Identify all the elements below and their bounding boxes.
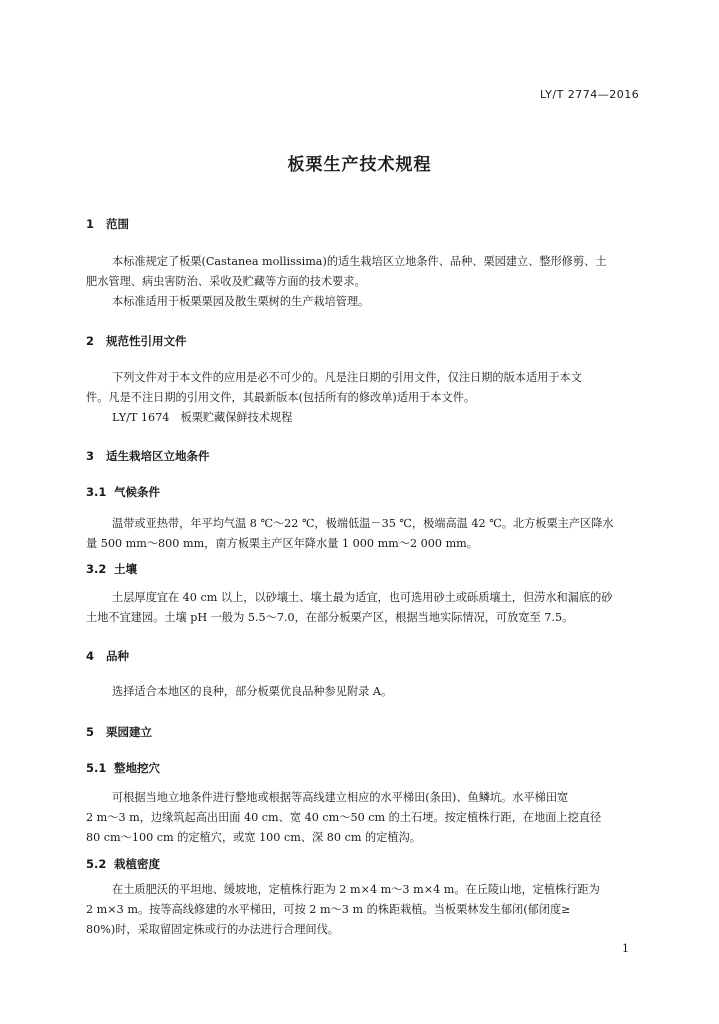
subsection-heading-5-1 xyxy=(86,760,160,776)
standard-number: LY/T 2774—2016 xyxy=(540,88,640,101)
section-title: 规范性引用文件 xyxy=(106,334,187,348)
paragraph-line: 可根据当地立地条件进行整地或根据等高线建立相应的水平梯田(条田)、鱼鳞坑。水平梯田宽 xyxy=(112,791,569,804)
paragraph-line: 2 m×3 m。按等高线修建的水平梯田，可按 2 m～3 m 的株距栽植。当板栗林发生郁闭(郁闭度≥ xyxy=(86,903,571,916)
page-number: 1 xyxy=(622,942,629,955)
section-title: 品种 xyxy=(106,649,129,663)
paragraph-line: 在土质肥沃的平坦地、缓坡地，定植株行距为 2 m×4 m～3 m×4 m。在丘陵山地，定植株行距为 xyxy=(112,883,600,896)
section-number: 1 xyxy=(86,217,95,231)
paragraph-line: 件。凡是不注日期的引用文件，其最新版本(包括所有的修改单)适用于本文件。 xyxy=(86,391,476,404)
section-number: 2 xyxy=(86,334,95,348)
section-title: 栗园建立 xyxy=(106,725,152,739)
section-body-4 xyxy=(86,682,646,702)
section-number: 5 xyxy=(86,725,95,739)
paragraph-line: 本标准适用于板栗栗园及散生栗树的生产栽培管理。 xyxy=(112,295,370,308)
section-body-1 xyxy=(86,252,646,312)
paragraph-line: 本标准规定了板栗(Castanea mollissima)的适生栽培区立地条件、品种、栗园建立、整形修剪、土 xyxy=(112,255,607,268)
subsection-heading-5-2 xyxy=(86,856,160,872)
section-title: 适生栽培区立地条件 xyxy=(106,449,210,463)
section-title: 整地挖穴 xyxy=(114,761,160,775)
paragraph-line: 80%)时，采取留固定株或行的办法进行合理间伐。 xyxy=(86,923,339,936)
section-number: 5.1 xyxy=(86,761,107,775)
paragraph-line: 肥水管理、病虫害防治、采收及贮藏等方面的技术要求。 xyxy=(86,275,366,288)
section-number: 3.1 xyxy=(86,485,107,499)
section-title: 栽植密度 xyxy=(114,857,160,871)
section-title: 范围 xyxy=(106,217,129,231)
section-heading-5 xyxy=(86,724,152,740)
section-body-3-1 xyxy=(86,514,646,554)
paragraph-line: 2 m～3 m，边缘筑起高出田面 40 cm、宽 40 cm～50 cm 的土石埂。按定植株行距，在地面上挖直径 xyxy=(86,811,602,824)
paragraph-line: 量 500 mm～800 mm，南方板栗主产区年降水量 1 000 mm～2 000 mm。 xyxy=(86,537,478,550)
paragraph-line: 下列文件对于本文件的应用是必不可少的。凡是注日期的引用文件，仅注日期的版本适用于本文 xyxy=(112,371,582,384)
paragraph-line: 土层厚度宜在 40 cm 以上，以砂壤土、壤土最为适宜，也可选用砂土或砾质壤土，但涝水和漏底的砂 xyxy=(112,591,613,604)
paragraph-line: 土地不宜建园。土壤 pH 一般为 5.5～7.0，在部分板栗产区，根据当地实际情况，可放宽至 7.5。 xyxy=(86,611,574,624)
section-title: 土壤 xyxy=(114,562,137,576)
subsection-heading-3-2 xyxy=(86,561,137,577)
section-title: 气候条件 xyxy=(114,485,160,499)
section-number: 4 xyxy=(86,649,95,663)
document-title: 板栗生产技术规程 xyxy=(287,155,432,175)
section-body-3-2 xyxy=(86,588,646,628)
referenced-standard: LY/T 1674 板栗贮藏保鲜技术规程 xyxy=(112,411,293,424)
section-number: 3.2 xyxy=(86,562,107,576)
section-number: 3 xyxy=(86,449,95,463)
section-heading-3 xyxy=(86,448,210,464)
section-body-5-1 xyxy=(86,788,646,848)
paragraph-line: 温带或亚热带，年平均气温 8 ℃～22 ℃，极端低温－35 ℃，极端高温 42 ℃。北方板栗主产区降水 xyxy=(112,517,614,530)
section-body-5-2 xyxy=(86,880,646,940)
paragraph-line: 80 cm～100 cm 的定植穴，或宽 100 cm、深 80 cm 的定植沟。 xyxy=(86,831,421,844)
section-heading-1 xyxy=(86,216,129,232)
section-heading-2 xyxy=(86,333,187,349)
section-body-2 xyxy=(86,368,646,428)
section-heading-4 xyxy=(86,648,129,664)
subsection-heading-3-1 xyxy=(86,484,160,500)
section-number: 5.2 xyxy=(86,857,107,871)
paragraph-line: 选择适合本地区的良种，部分板栗优良品种参见附录 A。 xyxy=(112,685,393,698)
